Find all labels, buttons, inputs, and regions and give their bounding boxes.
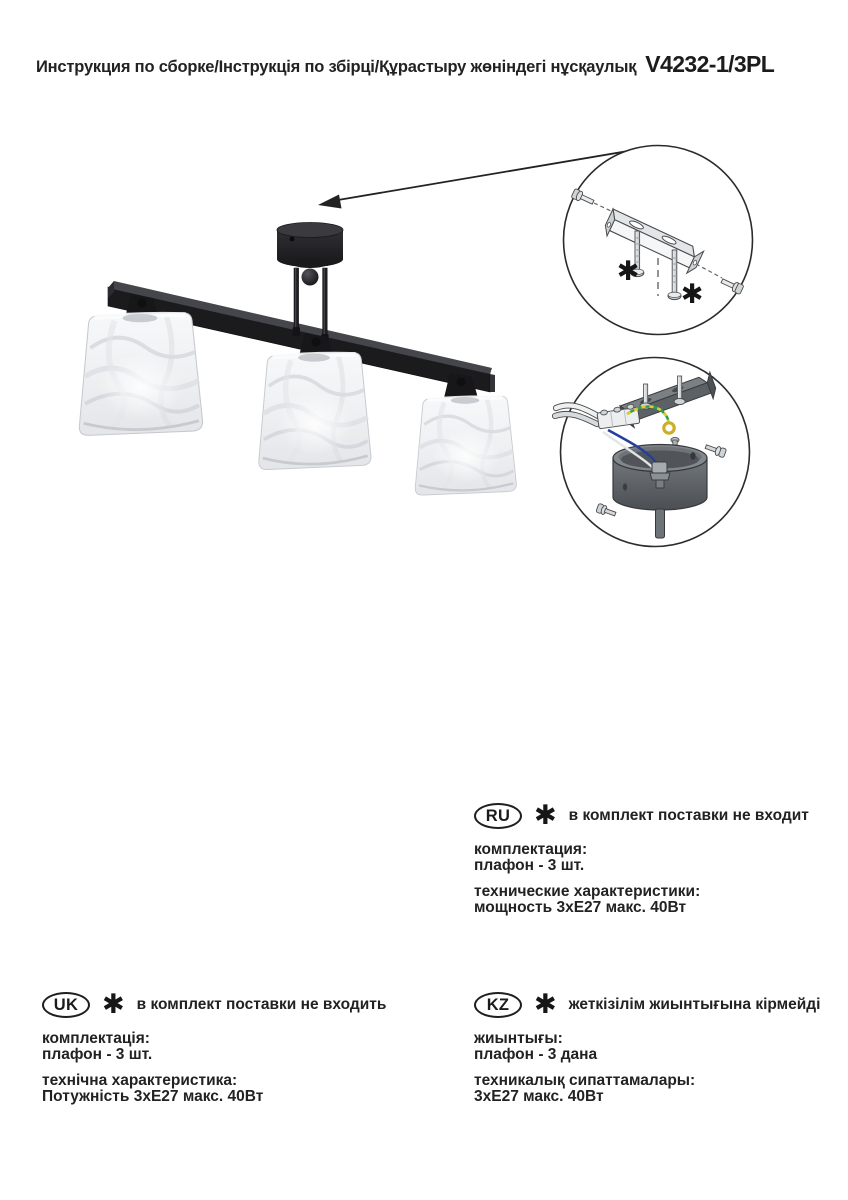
asterisk-mark-ru: ✱ (534, 799, 557, 830)
kit-title-ru: комплектация: (474, 841, 588, 858)
canopy-wiring-callout (555, 358, 750, 547)
lang-badge-ru: RU (474, 803, 522, 829)
section-uk (42, 990, 422, 1104)
asterisk-mark-figure-2: ✱ (680, 279, 704, 309)
ceiling-light-photo (79, 223, 516, 496)
lamp-shade-2 (259, 353, 371, 470)
asterisk-mark-kz: ✱ (534, 988, 557, 1019)
kit-title-uk: комплектація: (42, 1030, 150, 1047)
spec-value-ru: мощность 3хЕ27 макс. 40Вт (474, 898, 687, 916)
section-kz (474, 990, 848, 1104)
swivel-ball (302, 269, 319, 286)
lamp-shade-3 (415, 396, 516, 495)
asterisk-mark-uk: ✱ (102, 988, 125, 1019)
lang-badge-kz: KZ (474, 992, 522, 1018)
kit-value-kz: плафон - 3 дана (474, 1045, 598, 1063)
spec-title-uk: технічна характеристика: (42, 1072, 238, 1089)
ceiling-canopy (277, 223, 343, 286)
lamp-shade-1 (79, 313, 202, 435)
kit-title-kz: жиынтығы: (474, 1030, 563, 1047)
asterisk-mark-figure-1: ✱ (616, 256, 640, 286)
asterisk-note-uk: в комплект поставки не входить (136, 996, 387, 1013)
spec-title-kz: техникалық сипаттамалары: (474, 1072, 696, 1089)
spec-title-ru: технические характеристики: (474, 883, 701, 900)
kit-value-uk: плафон - 3 шт. (42, 1045, 153, 1063)
lang-badge-uk: UK (42, 992, 90, 1018)
asterisk-note-kz: жеткізілім жиынтығына кірмейді (568, 996, 821, 1013)
asterisk-note-ru: в комплект поставки не входит (568, 807, 809, 824)
section-ru (474, 801, 848, 915)
model-number: V4232-1/3PL (645, 51, 775, 77)
title-text: Инструкция по сборке/Інструкція по збірці/Құрастыру жөніндегі нұсқаулық (36, 58, 637, 76)
spec-value-kz: 3хЕ27 макс. 40Вт (474, 1087, 604, 1105)
kit-value-ru: плафон - 3 шт. (474, 856, 585, 874)
mounting-bracket-callout (564, 146, 753, 335)
spec-value-uk: Потужність 3хЕ27 макс. 40Вт (42, 1087, 264, 1105)
note-row-ru (474, 801, 848, 831)
note-row-kz (474, 990, 848, 1020)
down-rod (656, 509, 665, 538)
note-row-uk (42, 990, 422, 1020)
